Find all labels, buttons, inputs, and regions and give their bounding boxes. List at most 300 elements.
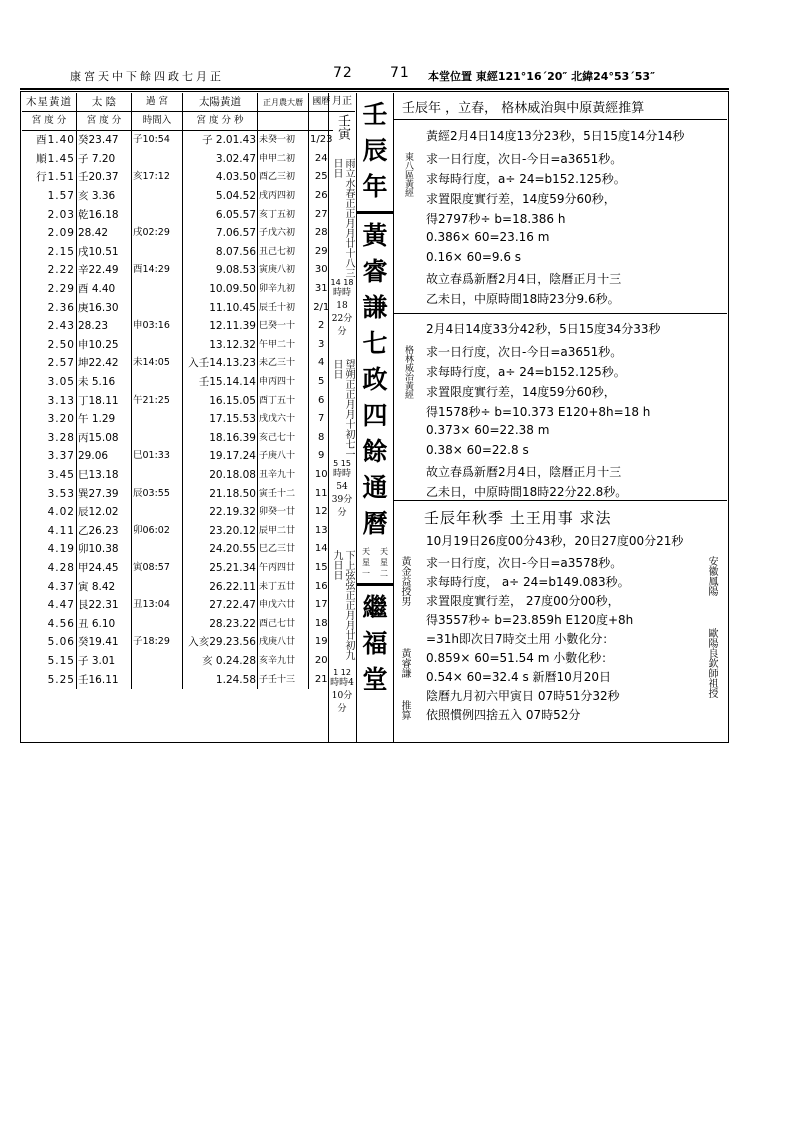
moon-cell: 癸19.41 [77,633,132,652]
subheader-moon: 宮 度 分 [77,112,132,131]
table-row [22,559,333,578]
moon-cell: 庚16.30 [77,298,132,317]
section3-side-right: 安徽鳳陽 [706,556,717,596]
subheader-crossing: 時間入 [132,112,183,131]
section2-line-4: 求置限度實行差，14度59分60秒， [426,385,616,399]
lunar-date-cell: 酉丁五十 [258,391,309,410]
table-row [22,652,333,671]
jupiter-cell: 4.28 [47,561,75,574]
lunar-date-cell: 亥己七十 [258,429,309,448]
national-date-cell: 10 [309,466,334,485]
title-char-8: 通 [362,473,388,502]
jupiter-cell: 2.50 [47,338,75,351]
section1-line-2: 求一日行度，次日-今日=a3651秒。 [426,152,623,166]
moon-cell: 午 1.29 [77,410,132,429]
section1-line-3: 求每時行度，a÷ 24=b152.125秒。 [426,172,626,186]
title-hall-2: 福 [362,629,388,658]
table-row [22,261,333,280]
sun-cell: 5.04.52 [183,187,258,206]
solar-terms-block: 雨立水春正正月月廿十八三日日 [331,158,354,278]
small-num-1: 一 [362,569,370,578]
lunar-date-cell: 午甲二十 [258,336,309,355]
sun-cell: 18.16.39 [183,429,258,448]
national-date-cell: 8 [309,429,334,448]
section3-line-7: 0.859× 60=51.54 m 小數化秒： [426,651,614,665]
moon-cell: 坤22.42 [77,354,132,373]
jupiter-cell: 4.47 [47,599,75,612]
moon-phase-tail: 時時54 39分分 [331,469,353,518]
jupiter-cell: 5.06 [47,636,75,649]
national-date-cell: 15 [309,559,334,578]
ephemeris-table [22,93,333,689]
moon-cell: 辰12.02 [77,503,132,522]
moon-phase-block: 望朔正正月月十初七一日日 [331,359,354,459]
jupiter-cell: 4.56 [47,617,75,630]
header-left-text: 康宮天中下餘四政七月正 [70,70,224,83]
crossing-cell [132,187,183,206]
national-date-cell: 4 [309,354,334,373]
crossing-cell [132,670,183,689]
crossing-cell: 巳01:33 [132,447,183,466]
section1-side-label: 東八區黃經 [403,152,413,197]
sun-cell: 7.06.57 [183,224,258,243]
title-char-9: 曆 [362,509,388,538]
section2-line-1: 2月4日14度33分42秒，5日15度34分33秒 [426,322,661,336]
section3-line-8: 0.54× 60=32.4 s 新曆10月20日 [426,670,612,684]
lunar-date-cell: 寅壬十二 [258,484,309,503]
jupiter-cell: 3.13 [47,394,75,407]
national-date-cell: 30 [309,261,334,280]
section3-line-3: 求每時行度， a÷ 24=b149.083秒。 [426,575,630,589]
crossing-cell [132,298,183,317]
sun-cell: 19.17.24 [183,447,258,466]
moon-cell: 申10.25 [77,336,132,355]
month-header: 月正 [329,93,355,112]
small-tian-2: 天 [380,547,388,556]
section1-line-4: 求置限度實行差，14度59分60秒， [426,192,616,206]
national-date-cell: 13 [309,521,334,540]
moon-cell: 甲24.45 [77,559,132,578]
lunar-date-cell: 戌戊六十 [258,410,309,429]
crossing-cell: 寅08:57 [132,559,183,578]
jupiter-cell: 5.15 [47,654,75,667]
section3-body [426,532,683,725]
jupiter-cell: 2.09 [47,227,75,240]
lunar-date-cell: 辰壬十初 [258,298,309,317]
sun-cell: 8.07.56 [183,243,258,262]
title-year-2: 辰 [362,136,388,165]
jupiter-cell: 3.37 [47,450,75,463]
lunar-date-cell: 子戊六初 [258,224,309,243]
table-row [22,317,333,336]
section3-side-left-2: 黃睿謙 [399,648,410,678]
table-row [22,540,333,559]
national-date-cell: 6 [309,391,334,410]
sun-cell: 11.10.45 [183,298,258,317]
section2-line-6: 0.373× 60=22.38 m [426,423,550,437]
header-sun: 太陽黃道 [183,93,258,112]
lunar-date-cell: 酉乙三初 [258,168,309,187]
lunar-date-cell: 卯辛九初 [258,280,309,299]
jupiter-cell: 5.25 [47,673,75,686]
moon-cell: 辛22.49 [77,261,132,280]
header-jupiter: 木星黃道 [22,93,77,112]
national-date-cell: 24 [309,150,334,169]
table-row [22,484,333,503]
section2-line-2: 求一日行度，次日-今日=a3651秒。 [426,345,623,359]
lunar-date-cell: 申丙四十 [258,373,309,392]
sun-cell: 入壬14.13.23 [183,354,258,373]
section2-line-3: 求每時行度，a÷ 24=b152.125秒。 [426,365,626,379]
lunar-date-cell: 申甲二初 [258,150,309,169]
jupiter-cell: 4.02 [47,506,75,519]
sun-cell: 26.22.11 [183,577,258,596]
sun-cell: 22.19.32 [183,503,258,522]
lunar-date-cell: 午丙四廿 [258,559,309,578]
table-row [22,447,333,466]
moon-cell: 酉 4.40 [77,280,132,299]
moon-cell: 29.06 [77,447,132,466]
section2-line-7: 0.38× 60=22.8 s [426,443,529,457]
lunar-date-cell: 寅庚八初 [258,261,309,280]
table-row [22,131,333,150]
lunar-date-cell: 亥辛九廿 [258,652,309,671]
moon-cell: 壬16.11 [77,670,132,689]
section1-line-5: 得2797秒÷ b=18.386 h [426,212,566,226]
table-row [22,429,333,448]
moon-cell: 子 7.20 [77,150,132,169]
table-row [22,410,333,429]
sun-cell: 27.22.47 [183,596,258,615]
small-xing-2: 星 [380,558,388,567]
national-date-cell: 5 [309,373,334,392]
sun-cell: 23.20.12 [183,521,258,540]
table-row [22,521,333,540]
jupiter-cell: 4.11 [47,524,75,537]
month-ganzhi: 壬寅 [335,114,350,140]
lunar-date-cell: 子壬十三 [258,670,309,689]
national-date-cell: 21 [309,670,334,689]
table-row [22,596,333,615]
solar-terms-tail: 時時18 22分分 [331,288,353,337]
moon-cell: 乾16.18 [77,205,132,224]
moon-cell: 癸23.47 [77,131,132,150]
section3-line-10: 依照慣例四捨五入 07時52分 [426,708,581,722]
lunar-date-cell: 辰甲二廿 [258,521,309,540]
sun-cell: 21.18.50 [183,484,258,503]
crossing-cell [132,429,183,448]
section3-side-left-1: 黃金益授男 [399,556,410,606]
section3-side-right-2: 歐陽良欽師祖授 [706,628,717,698]
lunar-date-cell: 亥丁五初 [258,205,309,224]
lunar-date-cell: 申戊六廿 [258,596,309,615]
table-row [22,614,333,633]
table-row [22,354,333,373]
national-date-cell: 31 [309,280,334,299]
header-rule [20,88,729,90]
title-year-1: 壬 [362,100,388,129]
crossing-cell [132,577,183,596]
jupiter-cell: 2.29 [47,283,75,296]
quarter-tail: 時時4 10分分 [330,678,354,714]
table-header-row [22,93,333,112]
sun-cell: 20.18.08 [183,466,258,485]
small-xing-1: 星 [362,558,370,567]
sun-cell: 10.09.50 [183,280,258,299]
section3-rule [394,500,727,501]
location-text: 本堂位置 東經121°16´20″ 北緯24°53´53″ [428,70,655,83]
table-row [22,224,333,243]
section2-line-9: 乙未日，中原時間18時22分22.8秒。 [426,485,628,499]
lunar-date-cell: 子庚八十 [258,447,309,466]
sun-cell: 3.02.47 [183,150,258,169]
lunar-date-cell: 戌丙四初 [258,187,309,206]
lunar-date-cell: 未乙三十 [258,354,309,373]
moon-cell: 未 5.16 [77,373,132,392]
section2-body [426,320,661,503]
national-date-cell: 16 [309,577,334,596]
lunar-date-cell: 戌庚八廿 [258,633,309,652]
table-row [22,336,333,355]
national-date-cell: 7 [309,410,334,429]
sun-cell: 28.23.22 [183,614,258,633]
jupiter-cell: 順1.45 [36,152,75,165]
sun-cell: 亥 0.24.28 [183,652,258,671]
section2-line-8: 故立春爲新曆2月4日，陰曆正月十三 [426,465,622,479]
crossing-cell: 卯06:02 [132,521,183,540]
crossing-cell: 丑13:04 [132,596,183,615]
sun-cell: 壬15.14.14 [183,373,258,392]
table-row [22,503,333,522]
title-hall-1: 繼 [362,593,388,622]
jupiter-cell: 4.19 [47,543,75,556]
national-date-cell: 17 [309,596,334,615]
header-crossing: 過 宮 [132,93,183,112]
moon-cell: 28.42 [77,224,132,243]
crossing-cell [132,614,183,633]
national-date-cell: 25 [309,168,334,187]
sun-cell: 子 2.01.43 [183,131,258,150]
small-tian-1: 天 [362,547,370,556]
crossing-cell: 午21:25 [132,391,183,410]
jupiter-cell: 2.22 [47,264,75,277]
crossing-cell [132,466,183,485]
lunar-date-cell: 巳乙三廿 [258,540,309,559]
sun-cell: 12.11.39 [183,317,258,336]
sun-cell: 6.05.57 [183,205,258,224]
title-char-1: 黃 [362,221,388,250]
title-rule-2 [357,583,393,586]
national-date-cell: 28 [309,224,334,243]
moon-cell: 丑 6.10 [77,614,132,633]
sun-cell: 13.12.32 [183,336,258,355]
national-date-cell: 20 [309,652,334,671]
moon-cell: 壬20.37 [77,168,132,187]
table-row [22,205,333,224]
header-moon: 太 陰 [77,93,132,112]
jupiter-cell: 4.37 [47,580,75,593]
jupiter-cell: 3.53 [47,487,75,500]
crossing-cell [132,205,183,224]
title-char-4: 七 [362,329,388,358]
crossing-cell [132,373,183,392]
crossing-cell: 亥17:12 [132,168,183,187]
subheader-sun: 宮 度 分 秒 [183,112,258,131]
national-date-cell: 14 [309,540,334,559]
crossing-cell [132,243,183,262]
national-date-cell: 12 [309,503,334,522]
jupiter-cell: 2.03 [47,208,75,221]
section3-title: 壬辰年秋季 土王用事 求法 [424,509,612,527]
national-date-cell: 19 [309,633,334,652]
crossing-cell [132,503,183,522]
moon-cell: 子 3.01 [77,652,132,671]
lunar-date-cell: 丑己七初 [258,243,309,262]
jupiter-cell: 3.45 [47,468,75,481]
title-rule-1 [357,211,393,214]
page-number-left: 72 [333,65,353,81]
crossing-cell [132,336,183,355]
section2-rule [394,313,727,314]
sun-cell: 1.24.58 [183,670,258,689]
lunar-date-cell: 未癸一初 [258,131,309,150]
jupiter-cell: 2.36 [47,301,75,314]
crossing-cell: 子10:54 [132,131,183,150]
crossing-cell: 子18:29 [132,633,183,652]
title-hall-3: 堂 [362,665,388,694]
lunar-date-cell: 巳癸一十 [258,317,309,336]
crossing-cell [132,540,183,559]
crossing-cell [132,150,183,169]
quarter-time: 1 12 [333,668,351,677]
moon-cell: 巽27.39 [77,484,132,503]
section3-side-left-3: 推算 [399,700,410,720]
section2-side-label: 格林威治黃經 [403,345,413,399]
section3-line-2: 求一日行度，次日-今日=a3578秒。 [426,556,623,570]
title-char-7: 餘 [362,437,388,466]
section2-line-5: 得1578秒÷ b=10.373 E120+8h=18 h [426,405,651,419]
solar-terms-time: 14 18 [330,278,354,287]
sun-cell: 24.20.55 [183,540,258,559]
section3-line-6: =31h即次日7時交土用 小數化分： [426,632,615,646]
header-lunar: 正月農大曆 [258,93,309,112]
table-row [22,391,333,410]
national-date-cell: 9 [309,447,334,466]
section1-line-8: 故立春爲新曆2月4日，陰曆正月十三 [426,272,622,286]
lunar-date-cell: 卯癸一廿 [258,503,309,522]
section3-line-4: 求置限度實行差， 27度00分00秒， [426,594,620,608]
moon-cell: 戌10.51 [77,243,132,262]
page-number-right: 71 [390,65,410,81]
title-char-2: 睿 [362,257,388,286]
section1-body [426,127,685,310]
jupiter-cell: 2.15 [47,245,75,258]
table-row [22,298,333,317]
table-row [22,577,333,596]
title-year-3: 年 [362,172,388,201]
crossing-cell [132,652,183,671]
moon-cell: 寅 8.42 [77,577,132,596]
section1-rule [394,119,727,120]
jupiter-cell: 酉1.40 [36,134,75,147]
national-date-cell: 2/1 [309,298,334,317]
small-num-2: 二 [380,569,388,578]
section1-title: 壬辰年 ，立春， 格林威治與中原黃經推算 [402,101,645,116]
crossing-cell: 戌02:29 [132,224,183,243]
table-row [22,168,333,187]
section3-line-9: 陰曆九月初六甲寅日 07時51分32秒 [426,689,620,703]
crossing-cell [132,280,183,299]
title-char-5: 政 [362,365,388,394]
table-row [22,466,333,485]
national-date-cell: 18 [309,614,334,633]
jupiter-cell: 2.43 [47,320,75,333]
title-column [356,93,394,743]
jupiter-cell: 3.05 [47,376,75,389]
moon-phase-time: 5 15 [333,459,351,468]
jupiter-cell: 2.57 [47,357,75,370]
jupiter-cell: 3.28 [47,431,75,444]
title-small-row [357,546,393,579]
header-national: 國曆 [309,93,334,112]
national-date-cell: 11 [309,484,334,503]
jupiter-cell: 3.20 [47,413,75,426]
national-date-cell: 3 [309,336,334,355]
sun-cell: 9.08.53 [183,261,258,280]
moon-cell: 丁18.11 [77,391,132,410]
moon-cell: 艮22.31 [77,596,132,615]
title-char-3: 謙 [362,293,388,322]
subheader-lunar [258,112,309,131]
moon-cell: 丙15.08 [77,429,132,448]
jupiter-cell: 1.57 [47,190,75,203]
moon-cell: 卯10.38 [77,540,132,559]
national-date-cell: 29 [309,243,334,262]
table-row [22,150,333,169]
jupiter-cell: 行1.51 [36,171,75,184]
table-row [22,670,333,689]
sun-cell: 4.03.50 [183,168,258,187]
subheader-jupiter: 宮 度 分 [22,112,77,131]
table-row [22,243,333,262]
moon-cell: 28.23 [77,317,132,336]
moon-cell: 亥 3.36 [77,187,132,206]
section1-line-9: 乙未日，中原時間18時23分9.6秒。 [426,292,620,306]
moon-cell: 乙26.23 [77,521,132,540]
sun-cell: 16.15.05 [183,391,258,410]
table-body [22,131,333,689]
month-column [328,93,355,743]
crossing-cell: 申03:16 [132,317,183,336]
section1-line-7: 0.16× 60=9.6 s [426,250,522,264]
crossing-cell: 未14:05 [132,354,183,373]
crossing-cell [132,410,183,429]
national-date-cell: 2 [309,317,334,336]
table-row [22,373,333,392]
lunar-date-cell: 酉己七廿 [258,614,309,633]
section1-line-1: 黃經2月4日14度13分23秒，5日15度14分14秒 [426,129,685,143]
moon-cell: 巳13.18 [77,466,132,485]
crossing-cell: 酉14:29 [132,261,183,280]
section1-line-6: 0.386× 60=23.16 m [426,230,550,244]
table-row [22,633,333,652]
crossing-cell: 辰03:55 [132,484,183,503]
national-date-cell: 27 [309,205,334,224]
sun-cell: 17.15.53 [183,410,258,429]
national-date-cell: 26 [309,187,334,206]
title-char-6: 四 [362,401,388,430]
lunar-date-cell: 丑辛九十 [258,466,309,485]
